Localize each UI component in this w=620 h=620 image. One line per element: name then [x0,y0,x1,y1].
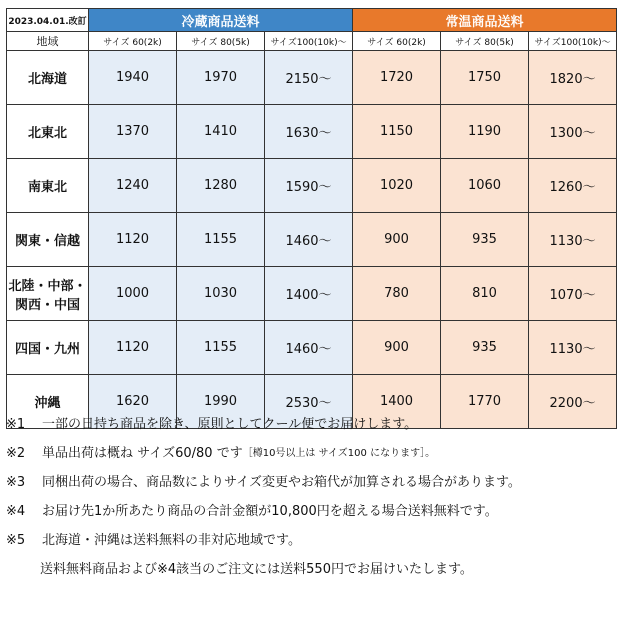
region-label: 四国・九州 [14,342,80,357]
cold-rate-cell: 1460～ [265,321,353,375]
ambient-rate-cell: 1260～ [529,159,617,213]
ambient-rate-cell: 900 [353,321,441,375]
region-cell [7,267,89,321]
cold-size-100-header: サイズ100(10k)～ [265,32,353,51]
table-row [7,267,617,321]
note-text: お届け先1か所あたり商品の合計金額が10,800円を超える場合送料無料です。 [42,504,498,519]
region-label: 関東・信越 [14,234,80,249]
note-mark: ※3 [6,475,26,490]
cold-size-80-header: サイズ 80(5k) [177,32,265,51]
region-label: 北東北 [27,126,67,141]
ambient-rate-cell: 935 [441,213,529,267]
note-item [6,503,618,532]
revision-date: 2023.04.01.改訂 [7,9,89,32]
table-row [7,321,617,375]
region-cell [7,159,89,213]
cold-rate-cell: 1155 [177,321,265,375]
ambient-rate-cell: 1400 [353,375,441,429]
note-item [6,445,618,474]
ambient-rate-cell: 1130～ [529,321,617,375]
ambient-rate-cell: 1720 [353,51,441,105]
rate-rows [7,51,617,429]
region-label: 北陸・中部・ [8,278,87,294]
cold-rate-cell: 2150～ [265,51,353,105]
note-mark: ※5 [6,533,26,548]
ambient-rate-cell: 1130～ [529,213,617,267]
ambient-rate-cell: 1150 [353,105,441,159]
cold-rate-cell: 1630～ [265,105,353,159]
region-label: 沖縄 [34,396,61,411]
ambient-size-100-header: サイズ100(10k)～ [529,32,617,51]
note-item [6,416,618,445]
cold-rate-cell: 1120 [89,213,177,267]
ambient-rate-cell: 1070～ [529,267,617,321]
region-label: 北海道 [27,72,67,87]
region-label: 関西・中国 [14,297,80,313]
ambient-rate-cell: 1020 [353,159,441,213]
ambient-rate-cell: 900 [353,213,441,267]
ambient-rate-cell: 1770 [441,375,529,429]
ambient-size-60-header: サイズ 60(2k) [353,32,441,51]
region-cell [7,321,89,375]
note-text: 同梱出荷の場合、商品数によりサイズ変更やお箱代が加算される場合があります。 [42,475,521,490]
cold-rate-cell: 1030 [177,267,265,321]
cold-size-60-header: サイズ 60(2k) [89,32,177,51]
region-cell [7,51,89,105]
region-column-header: 地域 [7,32,89,51]
note-text: 北海道・沖縄は送料無料の非対応地域です。 [42,533,301,548]
cold-rate-cell: 1970 [177,51,265,105]
cold-shipping-header: 冷蔵商品送料 [89,9,353,32]
cold-rate-cell: 1000 [89,267,177,321]
ambient-rate-cell: 780 [353,267,441,321]
ambient-rate-cell: 935 [441,321,529,375]
cold-rate-cell: 1280 [177,159,265,213]
region-label: 南東北 [27,180,67,195]
cold-rate-cell: 1370 [89,105,177,159]
ambient-rate-cell: 810 [441,267,529,321]
cold-rate-cell: 1620 [89,375,177,429]
shipping-notes [6,416,618,590]
cold-rate-cell: 2530～ [265,375,353,429]
cold-rate-cell: 1460～ [265,213,353,267]
ambient-shipping-header: 常温商品送料 [353,9,617,32]
cold-rate-cell: 1590～ [265,159,353,213]
ambient-rate-cell: 1750 [441,51,529,105]
region-cell [7,213,89,267]
table-row [7,51,617,105]
ambient-size-80-header: サイズ 80(5k) [441,32,529,51]
cold-rate-cell: 1155 [177,213,265,267]
notes-list [6,416,618,561]
note-text: 単品出荷は概ね サイズ60/80 です [42,446,243,461]
cold-rate-cell: 1400～ [265,267,353,321]
cold-rate-cell: 1120 [89,321,177,375]
ambient-rate-cell: 2200～ [529,375,617,429]
cold-rate-cell: 1240 [89,159,177,213]
shipping-rate-table [6,8,617,429]
note-continuation: 送料無料商品および※4該当のご注文には送料550円でお届けいたします。 [40,562,473,577]
ambient-rate-cell: 1820～ [529,51,617,105]
ambient-rate-cell: 1060 [441,159,529,213]
note-mark: ※1 [6,417,26,432]
table-row [7,159,617,213]
note-small-text: ［樽10号以上は サイズ100 になります］。 [242,448,436,459]
cold-rate-cell: 1990 [177,375,265,429]
table-row [7,213,617,267]
ambient-rate-cell: 1300～ [529,105,617,159]
note-mark: ※4 [6,504,26,519]
region-cell [7,105,89,159]
note-mark: ※2 [6,446,26,461]
note-item [6,532,618,561]
note-item [6,474,618,503]
note-text: 一部の日持ち商品を除き、原則としてクール便でお届けします。 [42,417,418,432]
table-row [7,105,617,159]
cold-rate-cell: 1940 [89,51,177,105]
ambient-rate-cell: 1190 [441,105,529,159]
cold-rate-cell: 1410 [177,105,265,159]
